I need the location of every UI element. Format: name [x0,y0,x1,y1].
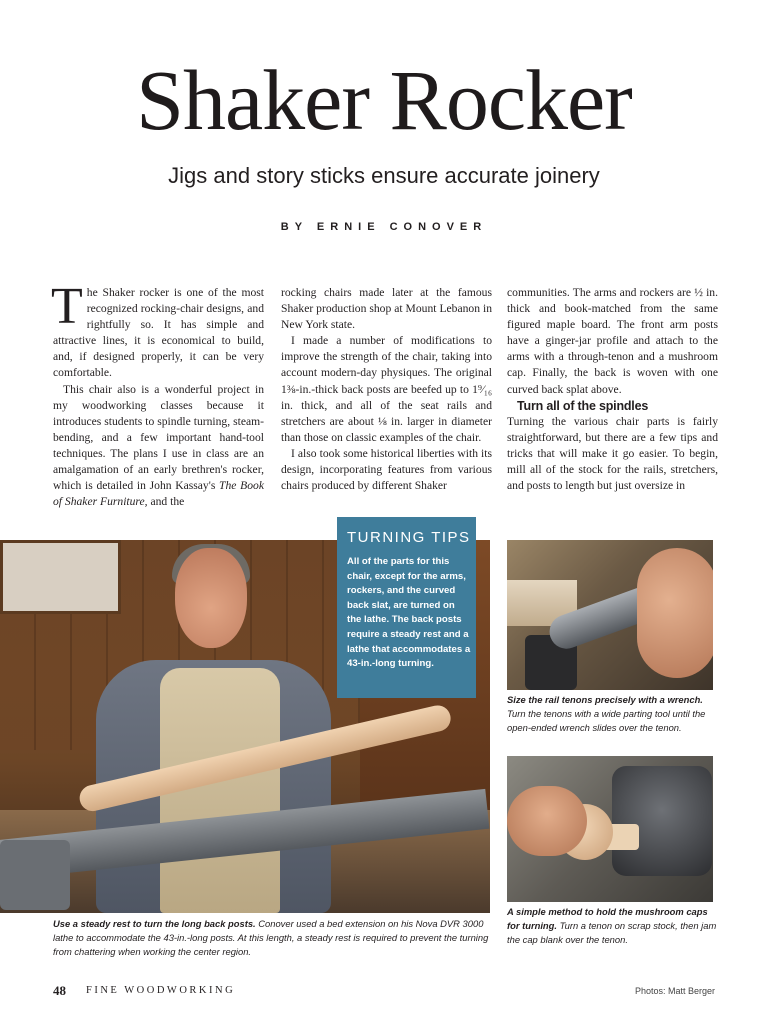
paragraph [51,278,264,382]
paragraph [53,382,264,511]
photo-hand [507,786,587,856]
caption-wrench [507,693,717,735]
caption-main-photo [53,917,493,959]
paragraph-text: and the [147,495,185,509]
paragraph-text: he Shaker rocker is one of the most recognized rocking-chair designs, and rightfully so. It has simple and attractive lines, it is economical to build, and, if designed properly, it can be very comfortable. [53,286,264,380]
article-subtitle: Jigs and story sticks ensure accurate joinery [168,163,600,188]
caption-lead: Use a steady rest to turn the long back posts. [53,918,256,929]
turning-tips-title: TURNING TIPS [347,529,471,546]
paragraph: rocking chairs made later at the famous Shaker production shop at Mount Lebanon in New York state. [281,286,492,332]
article-title: Shaker Rocker [136,52,632,148]
body-column-1 [51,278,264,510]
book-title: The Book of Shaker Furniture, [53,479,264,509]
caption-lead: Size the rail tenons precisely with a wrench. [507,694,703,705]
photo-chuck [612,766,712,876]
section-subhead: Turn all of the spindles [517,398,649,413]
photo-mushroom-cap [507,756,713,902]
turning-tips-box [337,517,476,698]
caption-mushroom-cap [507,905,717,947]
paragraph: I also took some historical liberties with its design, incorporating features from various chairs produced by different Shaker [281,446,492,493]
caption-text: Turn a tenon on scrap stock, then jam the cap blank over the tenon. [507,920,717,945]
page-number: 48 [53,983,66,998]
caption-text: Turn the tenons with a wide parting tool until the open-ended wrench slides over the tenon. [507,708,706,733]
photo-credit: Photos: Matt Berger [634,986,715,996]
photo-wrench-tenon [507,540,713,690]
drop-cap: T [51,278,83,335]
photo-hand [637,548,713,678]
turning-tips-body: All of the parts for this chair, except for the arms, rockers, and the curved back slat, are turned on the lathe. The back posts require a steady rest and a lathe that accommodates a 43-in.-long turning. [347,556,471,670]
paragraph-text: This chair also is a wonderful project in my woodworking classes because it introduces students to spindle turning, steam-bending, and a few important hand-tool techniques. The plans I use in class are an amalgamation of an early brethren's rocker, which is detailed in John Kassay's [53,382,264,493]
photo-window [0,540,121,614]
caption-lead: A simple method to hold the mushroom caps for turning. [507,906,708,931]
photo-person-head [175,548,247,648]
photo-tailstock [0,840,70,910]
body-column-3 [507,285,718,494]
paragraph: communities. The arms and rockers are ½ in. thick and book-matched from the same figured maple board. The front arm posts have a ginger-jar profile and attach to the arms with a through-tenon and a mushroom cap. Finally, the back is woven with one curved back splat above. [507,286,718,396]
caption-text: Conover used a bed extension on his Nova DVR 3000 lathe to accommodate the 43-in.-long posts. At this length, a steady rest is required to prevent the turning from chattering when working the center region. [53,918,489,957]
body-column-2 [281,285,492,494]
magazine-name: FINE WOODWORKING [86,985,236,996]
paragraph: Turning the various chair parts is fairly straightforward, but there are a few tips and tricks that will make it go easier. To begin, mill all of the stock for the rails, stretchers, and posts to length but just oversize in [507,414,718,493]
byline: BY ERNIE CONOVER [280,221,488,233]
paragraph: I made a number of modifications to improve the strength of the chair, taking into account modern-day physiques. The original 1⅜-in.-thick back posts are beefed up to 1⁹⁄₁₆ in. thick, and all of the seat rails and stretchers are about ⅛ in. larger in diameter than those on classic examples of the chair. [281,334,492,444]
